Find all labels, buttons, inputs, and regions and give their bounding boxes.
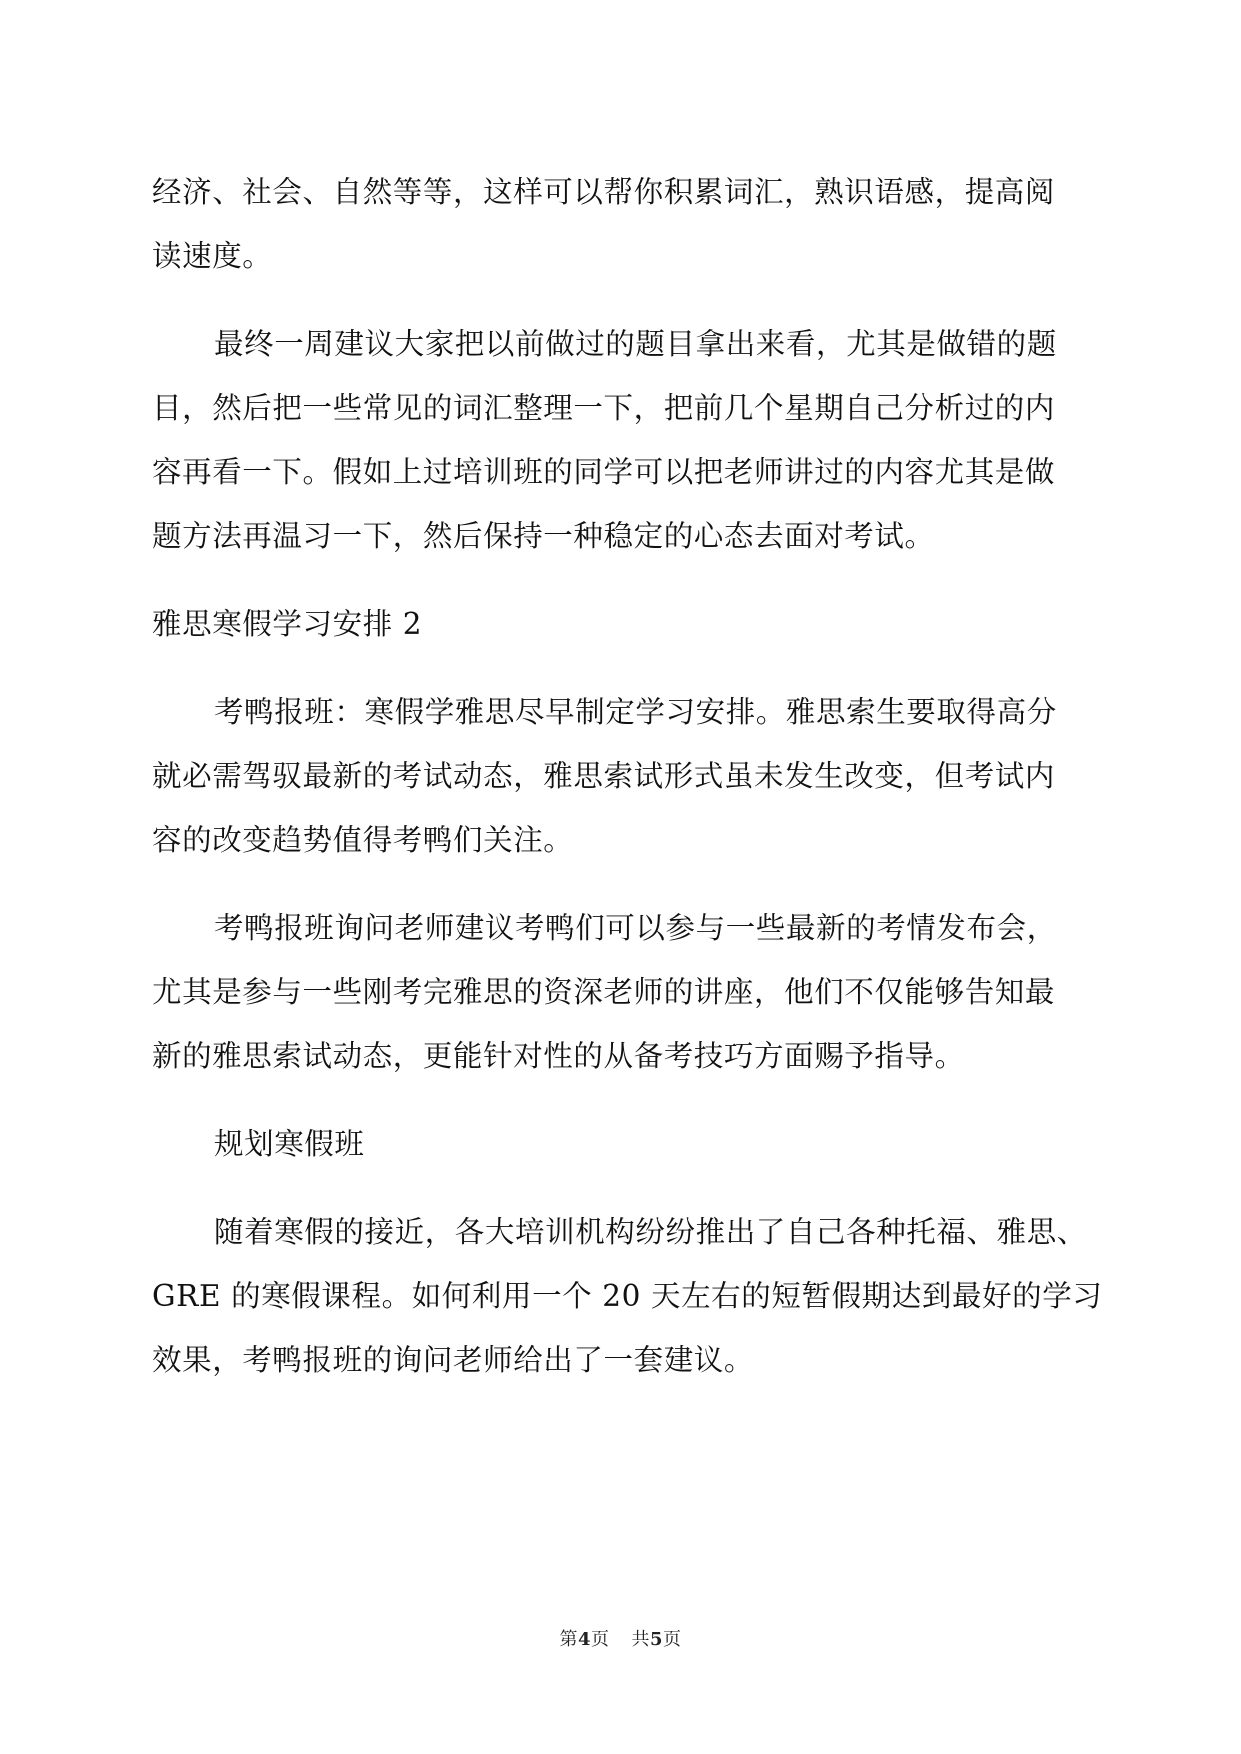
text-line: 就必需驾驭最新的考试动态，雅思索试形式虽未发生改变，但考试内 (152, 759, 1056, 793)
text-line: 容的改变趋势值得考鸭们关注。 (152, 823, 574, 857)
paragraph (152, 1200, 1103, 1392)
footer-prefix: 第 (559, 1629, 578, 1650)
page-footer (0, 1625, 1241, 1651)
document-body (152, 160, 1103, 1392)
paragraph (152, 160, 1092, 288)
current-page-number: 4 (577, 1629, 591, 1650)
text-line: 读速度。 (152, 239, 273, 273)
subheading-paragraph (152, 1112, 1092, 1176)
text-line: 考鸭报班：寒假学雅思尽早制定学习安排。雅思索生要取得高分 (214, 695, 1057, 729)
footer-total-suffix: 页 (663, 1629, 682, 1650)
paragraph (152, 896, 1092, 1088)
text-line: 考鸭报班询问老师建议考鸭们可以参与一些最新的考情发布会， (214, 911, 1057, 945)
text-line: 尤其是参与一些刚考完雅思的资深老师的讲座，他们不仅能够告知最 (152, 975, 1056, 1009)
total-pages-number: 5 (650, 1629, 664, 1650)
heading-text: 雅思寒假学习安排 2 (152, 607, 423, 641)
text-line: 最终一周建议大家把以前做过的题目拿出来看，尤其是做错的题 (214, 327, 1057, 361)
text-line: 目，然后把一些常见的词汇整理一下，把前几个星期自己分析过的内 (152, 391, 1056, 425)
section-heading (152, 592, 1092, 656)
text-line: 题方法再温习一下，然后保持一种稳定的心态去面对考试。 (152, 519, 935, 553)
text-line: 经济、社会、自然等等，这样可以帮你积累词汇，熟识语感，提高阅 (152, 175, 1056, 209)
paragraph (152, 312, 1092, 568)
footer-page-suffix: 页 (591, 1629, 610, 1650)
text-line: 新的雅思索试动态，更能针对性的从备考技巧方面赐予指导。 (152, 1039, 965, 1073)
paragraph (152, 680, 1092, 872)
text-line: 容再看一下。假如上过培训班的同学可以把老师讲过的内容尤其是做 (152, 455, 1056, 489)
text-line: GRE 的寒假课程。如何利用一个 20 天左右的短暂假期达到最好的学习 (152, 1279, 1103, 1313)
footer-total-prefix: 共 (631, 1629, 650, 1650)
text-line: 随着寒假的接近，各大培训机构纷纷推出了自己各种托福、雅思、 (214, 1215, 1087, 1249)
text-line: 效果，考鸭报班的询问老师给出了一套建议。 (152, 1343, 755, 1377)
text-line: 规划寒假班 (214, 1127, 365, 1161)
